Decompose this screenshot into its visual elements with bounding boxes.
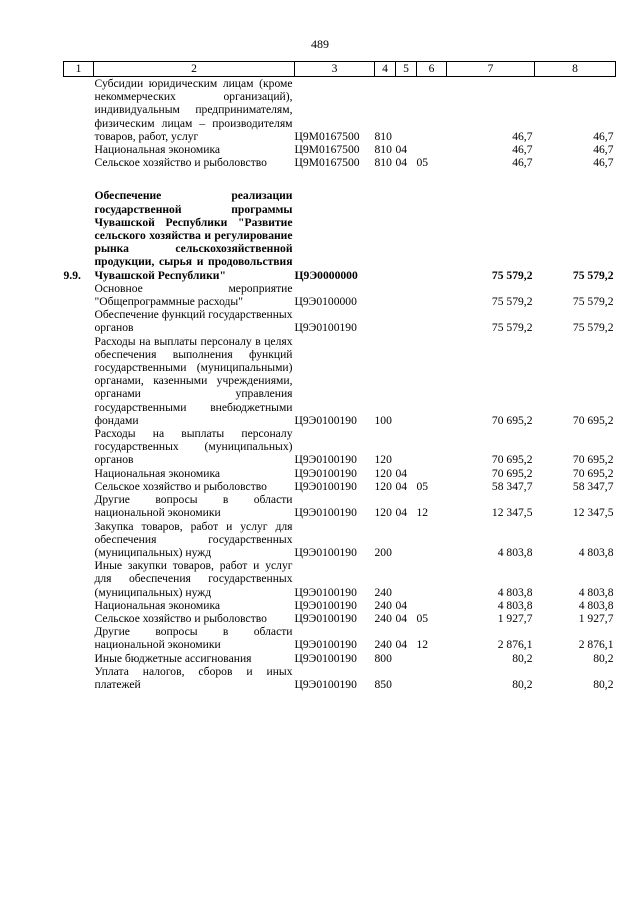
expense-type-cell: 120: [374, 479, 392, 493]
target-code-cell: Ц9Э0100190: [294, 453, 357, 467]
header-col-7: 7: [447, 62, 535, 77]
amount-year-2-cell: 4 803,8: [578, 598, 614, 612]
amount-year-2-cell: 4 803,8: [578, 585, 614, 599]
table-row: [64, 77, 616, 144]
item-number-cell: [64, 612, 94, 625]
section-cell: [396, 308, 417, 334]
expense-type-cell: [375, 308, 396, 334]
amount-year-2-cell: 12 347,5: [572, 506, 614, 520]
header-col-5: 5: [396, 62, 417, 77]
expense-type-cell: 810: [374, 129, 392, 143]
expense-type-cell: 100: [374, 413, 392, 427]
section-cell: [396, 520, 417, 560]
target-code-cell: Ц9М0167500: [294, 143, 360, 157]
amount-year-2-cell: 46,7: [593, 129, 614, 143]
amount-year-1-cell: 4 803,8: [497, 585, 533, 599]
expense-type-cell: 800: [374, 651, 392, 665]
header-col-3: 3: [295, 62, 375, 77]
amount-year-1-cell: 1 927,7: [497, 611, 533, 625]
table-row: [64, 308, 616, 334]
target-code-cell: Ц9Э0100190: [294, 479, 357, 493]
section-cell: [396, 77, 417, 144]
item-number-cell: [64, 652, 94, 665]
table-body: [64, 77, 616, 692]
amount-year-1-cell: 46,7: [512, 143, 533, 157]
page-number: 489: [311, 37, 329, 51]
section-cell: [396, 427, 417, 467]
table-row: [64, 665, 616, 691]
item-number-cell: [64, 520, 94, 560]
subsection-cell: 12: [416, 638, 429, 652]
amount-year-1-cell: 75 579,2: [491, 321, 533, 335]
expense-type-cell: 120: [374, 506, 392, 520]
item-number-cell: [64, 308, 94, 334]
table-row: [64, 599, 616, 612]
subsection-cell: [417, 143, 447, 156]
amount-year-1-cell: 4 803,8: [497, 545, 533, 559]
row-spacer: [64, 169, 616, 189]
amount-year-2-cell: 80,2: [593, 677, 614, 691]
header-col-4: 4: [375, 62, 396, 77]
item-name-cell: Сельское хозяйство и рыболовство: [94, 611, 267, 625]
subsection-cell: [417, 282, 447, 308]
section-cell: 04: [395, 611, 408, 625]
item-number-cell: [64, 335, 94, 427]
section-cell: 04: [395, 156, 408, 170]
item-number-cell: [64, 282, 94, 308]
amount-year-1-cell: 46,7: [512, 129, 533, 143]
subsection-cell: [417, 520, 447, 560]
target-code-cell: Ц9Э0100190: [294, 321, 357, 335]
target-code-cell: Ц9М0167500: [294, 129, 360, 143]
amount-year-2-cell: 75 579,2: [572, 321, 614, 335]
item-name-cell: Сельское хозяйство и рыболовство: [94, 156, 267, 170]
item-number-cell: [64, 599, 94, 612]
expense-type-cell: [375, 282, 396, 308]
item-number-cell: [64, 77, 94, 144]
item-name-cell: Иные закупки товаров, работ и услуг для обеспечения государственных (муниципальных) нужд: [94, 559, 293, 599]
item-number-cell: [64, 156, 94, 169]
target-code-cell: Ц9Э0000000: [294, 268, 358, 282]
amount-year-2-cell: 2 876,1: [578, 638, 614, 652]
amount-year-2-cell: 46,7: [593, 156, 614, 170]
expense-type-cell: 810: [374, 143, 392, 157]
table-row: [64, 493, 616, 519]
item-number-cell: [64, 427, 94, 467]
item-number-cell: [64, 625, 94, 651]
section-cell: 04: [395, 598, 408, 612]
amount-year-2-cell: 4 803,8: [578, 545, 614, 559]
expense-type-cell: 810: [374, 156, 392, 170]
section-cell: [396, 665, 417, 691]
item-name-cell: Сельское хозяйство и рыболовство: [94, 479, 267, 493]
section-cell: 04: [395, 466, 408, 480]
target-code-cell: Ц9Э0100190: [294, 545, 357, 559]
section-cell: 04: [395, 143, 408, 157]
amount-year-2-cell: 70 695,2: [572, 413, 614, 427]
table-row: [64, 335, 616, 427]
amount-year-1-cell: 80,2: [512, 651, 533, 665]
amount-year-2-cell: 1 927,7: [578, 611, 614, 625]
subsection-cell: [417, 467, 447, 480]
section-cell: [396, 652, 417, 665]
target-code-cell: Ц9Э0100190: [294, 638, 357, 652]
expense-type-cell: 850: [374, 677, 392, 691]
expense-type-cell: 240: [374, 585, 392, 599]
section-cell: [396, 559, 417, 599]
amount-year-1-cell: 75 579,2: [491, 295, 533, 309]
item-name-cell: Обеспечение реализации государственной программы Чувашской Республики "Развитие сельского хозяйства и регулирование рынка сельскохозяйственной продукции, сырья и продовольствия Чувашской Республики": [94, 189, 293, 282]
table-row: [64, 625, 616, 651]
budget-table: [63, 61, 616, 691]
item-name-cell: Субсидии юридическим лицам (кроме некоммерческих организаций), индивидуальным предпринимателям, физическим лицам – производителям товаров, работ, услуг: [94, 77, 293, 143]
table-row: [64, 189, 616, 281]
subsection-cell: [417, 308, 447, 334]
subsection-cell: [417, 189, 447, 281]
section-cell: 04: [395, 479, 408, 493]
subsection-cell: [417, 335, 447, 427]
item-name-cell: Иные бюджетные ассигнования: [94, 651, 252, 665]
item-name-cell: Национальная экономика: [94, 466, 221, 480]
item-number-cell: [64, 559, 94, 599]
amount-year-1-cell: 58 347,7: [491, 479, 533, 493]
amount-year-1-cell: 75 579,2: [491, 268, 533, 282]
header-col-8: 8: [535, 62, 616, 77]
table-row: [64, 612, 616, 625]
subsection-cell: [417, 652, 447, 665]
table-row: [64, 427, 616, 467]
item-name-cell: Национальная экономика: [94, 598, 221, 612]
target-code-cell: Ц9Э0100190: [294, 466, 357, 480]
amount-year-2-cell: 80,2: [593, 651, 614, 665]
amount-year-2-cell: 70 695,2: [572, 453, 614, 467]
item-name-cell: Обеспечение функций государственных органов: [94, 308, 293, 335]
item-number-cell: 9.9.: [63, 268, 81, 282]
header-col-1: 1: [64, 62, 94, 77]
subsection-cell: 05: [416, 479, 429, 493]
subsection-cell: [417, 559, 447, 599]
item-name-cell: Основное мероприятие "Общепрограммные расходы": [94, 281, 293, 309]
table-row: [64, 652, 616, 665]
target-code-cell: Ц9Э0100190: [294, 677, 357, 691]
table-row: [64, 282, 616, 308]
amount-year-1-cell: 80,2: [512, 677, 533, 691]
item-name-cell: Расходы на выплаты персоналу государственных (муниципальных) органов: [94, 427, 293, 467]
section-cell: [396, 282, 417, 308]
expense-type-cell: 120: [374, 466, 392, 480]
expense-type-cell: 120: [374, 453, 392, 467]
target-code-cell: Ц9Э0100000: [294, 295, 357, 309]
amount-year-2-cell: 75 579,2: [572, 268, 614, 282]
section-cell: 04: [395, 638, 408, 652]
item-name-cell: Расходы на выплаты персоналу в целях обеспечения выполнения функций государственными (муниципальными) органами, казенными учреждениями, органами управления государственными внебюджетными фондами: [94, 334, 293, 427]
expense-type-cell: 200: [374, 545, 392, 559]
subsection-cell: 05: [416, 156, 429, 170]
item-number-cell: [64, 665, 94, 691]
target-code-cell: Ц9Э0100190: [294, 611, 357, 625]
spacer-cell: [64, 169, 616, 189]
table-row: [64, 559, 616, 599]
target-code-cell: Ц9Э0100190: [294, 585, 357, 599]
amount-year-2-cell: 46,7: [593, 143, 614, 157]
subsection-cell: 05: [416, 611, 429, 625]
expense-type-cell: 240: [374, 638, 392, 652]
column-number-header: [64, 62, 616, 77]
item-name-cell: Другие вопросы в области национальной экономики: [94, 625, 293, 652]
subsection-cell: 12: [416, 506, 429, 520]
section-cell: 04: [395, 506, 408, 520]
expense-type-cell: [375, 189, 396, 281]
amount-year-1-cell: 46,7: [512, 156, 533, 170]
header-col-6: 6: [417, 62, 447, 77]
target-code-cell: Ц9Э0100190: [294, 506, 357, 520]
amount-year-1-cell: 4 803,8: [497, 598, 533, 612]
table-row: [64, 520, 616, 560]
amount-year-1-cell: 12 347,5: [491, 506, 533, 520]
table-row: [64, 480, 616, 493]
amount-year-2-cell: 58 347,7: [572, 479, 614, 493]
item-name-cell: Закупка товаров, работ и услуг для обеспечения государственных (муниципальных) нужд: [94, 519, 293, 559]
item-name-cell: Национальная экономика: [94, 143, 221, 157]
subsection-cell: [417, 427, 447, 467]
table-row: [64, 156, 616, 169]
target-code-cell: Ц9Э0100190: [294, 651, 357, 665]
item-number-cell: [64, 480, 94, 493]
item-name-cell: Уплата налогов, сборов и иных платежей: [94, 664, 293, 691]
item-number-cell: [64, 467, 94, 480]
target-code-cell: Ц9М0167500: [294, 156, 360, 170]
subsection-cell: [417, 77, 447, 144]
item-number-cell: [64, 493, 94, 519]
amount-year-1-cell: 70 695,2: [491, 453, 533, 467]
subsection-cell: [417, 665, 447, 691]
section-cell: [396, 335, 417, 427]
section-cell: [396, 189, 417, 281]
subsection-cell: [417, 599, 447, 612]
table-row: [64, 467, 616, 480]
item-number-cell: [64, 143, 94, 156]
amount-year-1-cell: 2 876,1: [497, 638, 533, 652]
amount-year-2-cell: 75 579,2: [572, 295, 614, 309]
table-row: [64, 143, 616, 156]
item-name-cell: Другие вопросы в области национальной экономики: [94, 493, 293, 520]
amount-year-2-cell: 70 695,2: [572, 466, 614, 480]
header-col-2: 2: [94, 62, 295, 77]
target-code-cell: Ц9Э0100190: [294, 413, 357, 427]
amount-year-1-cell: 70 695,2: [491, 413, 533, 427]
target-code-cell: Ц9Э0100190: [294, 598, 357, 612]
expense-type-cell: 240: [374, 598, 392, 612]
amount-year-1-cell: 70 695,2: [491, 466, 533, 480]
expense-type-cell: 240: [374, 611, 392, 625]
